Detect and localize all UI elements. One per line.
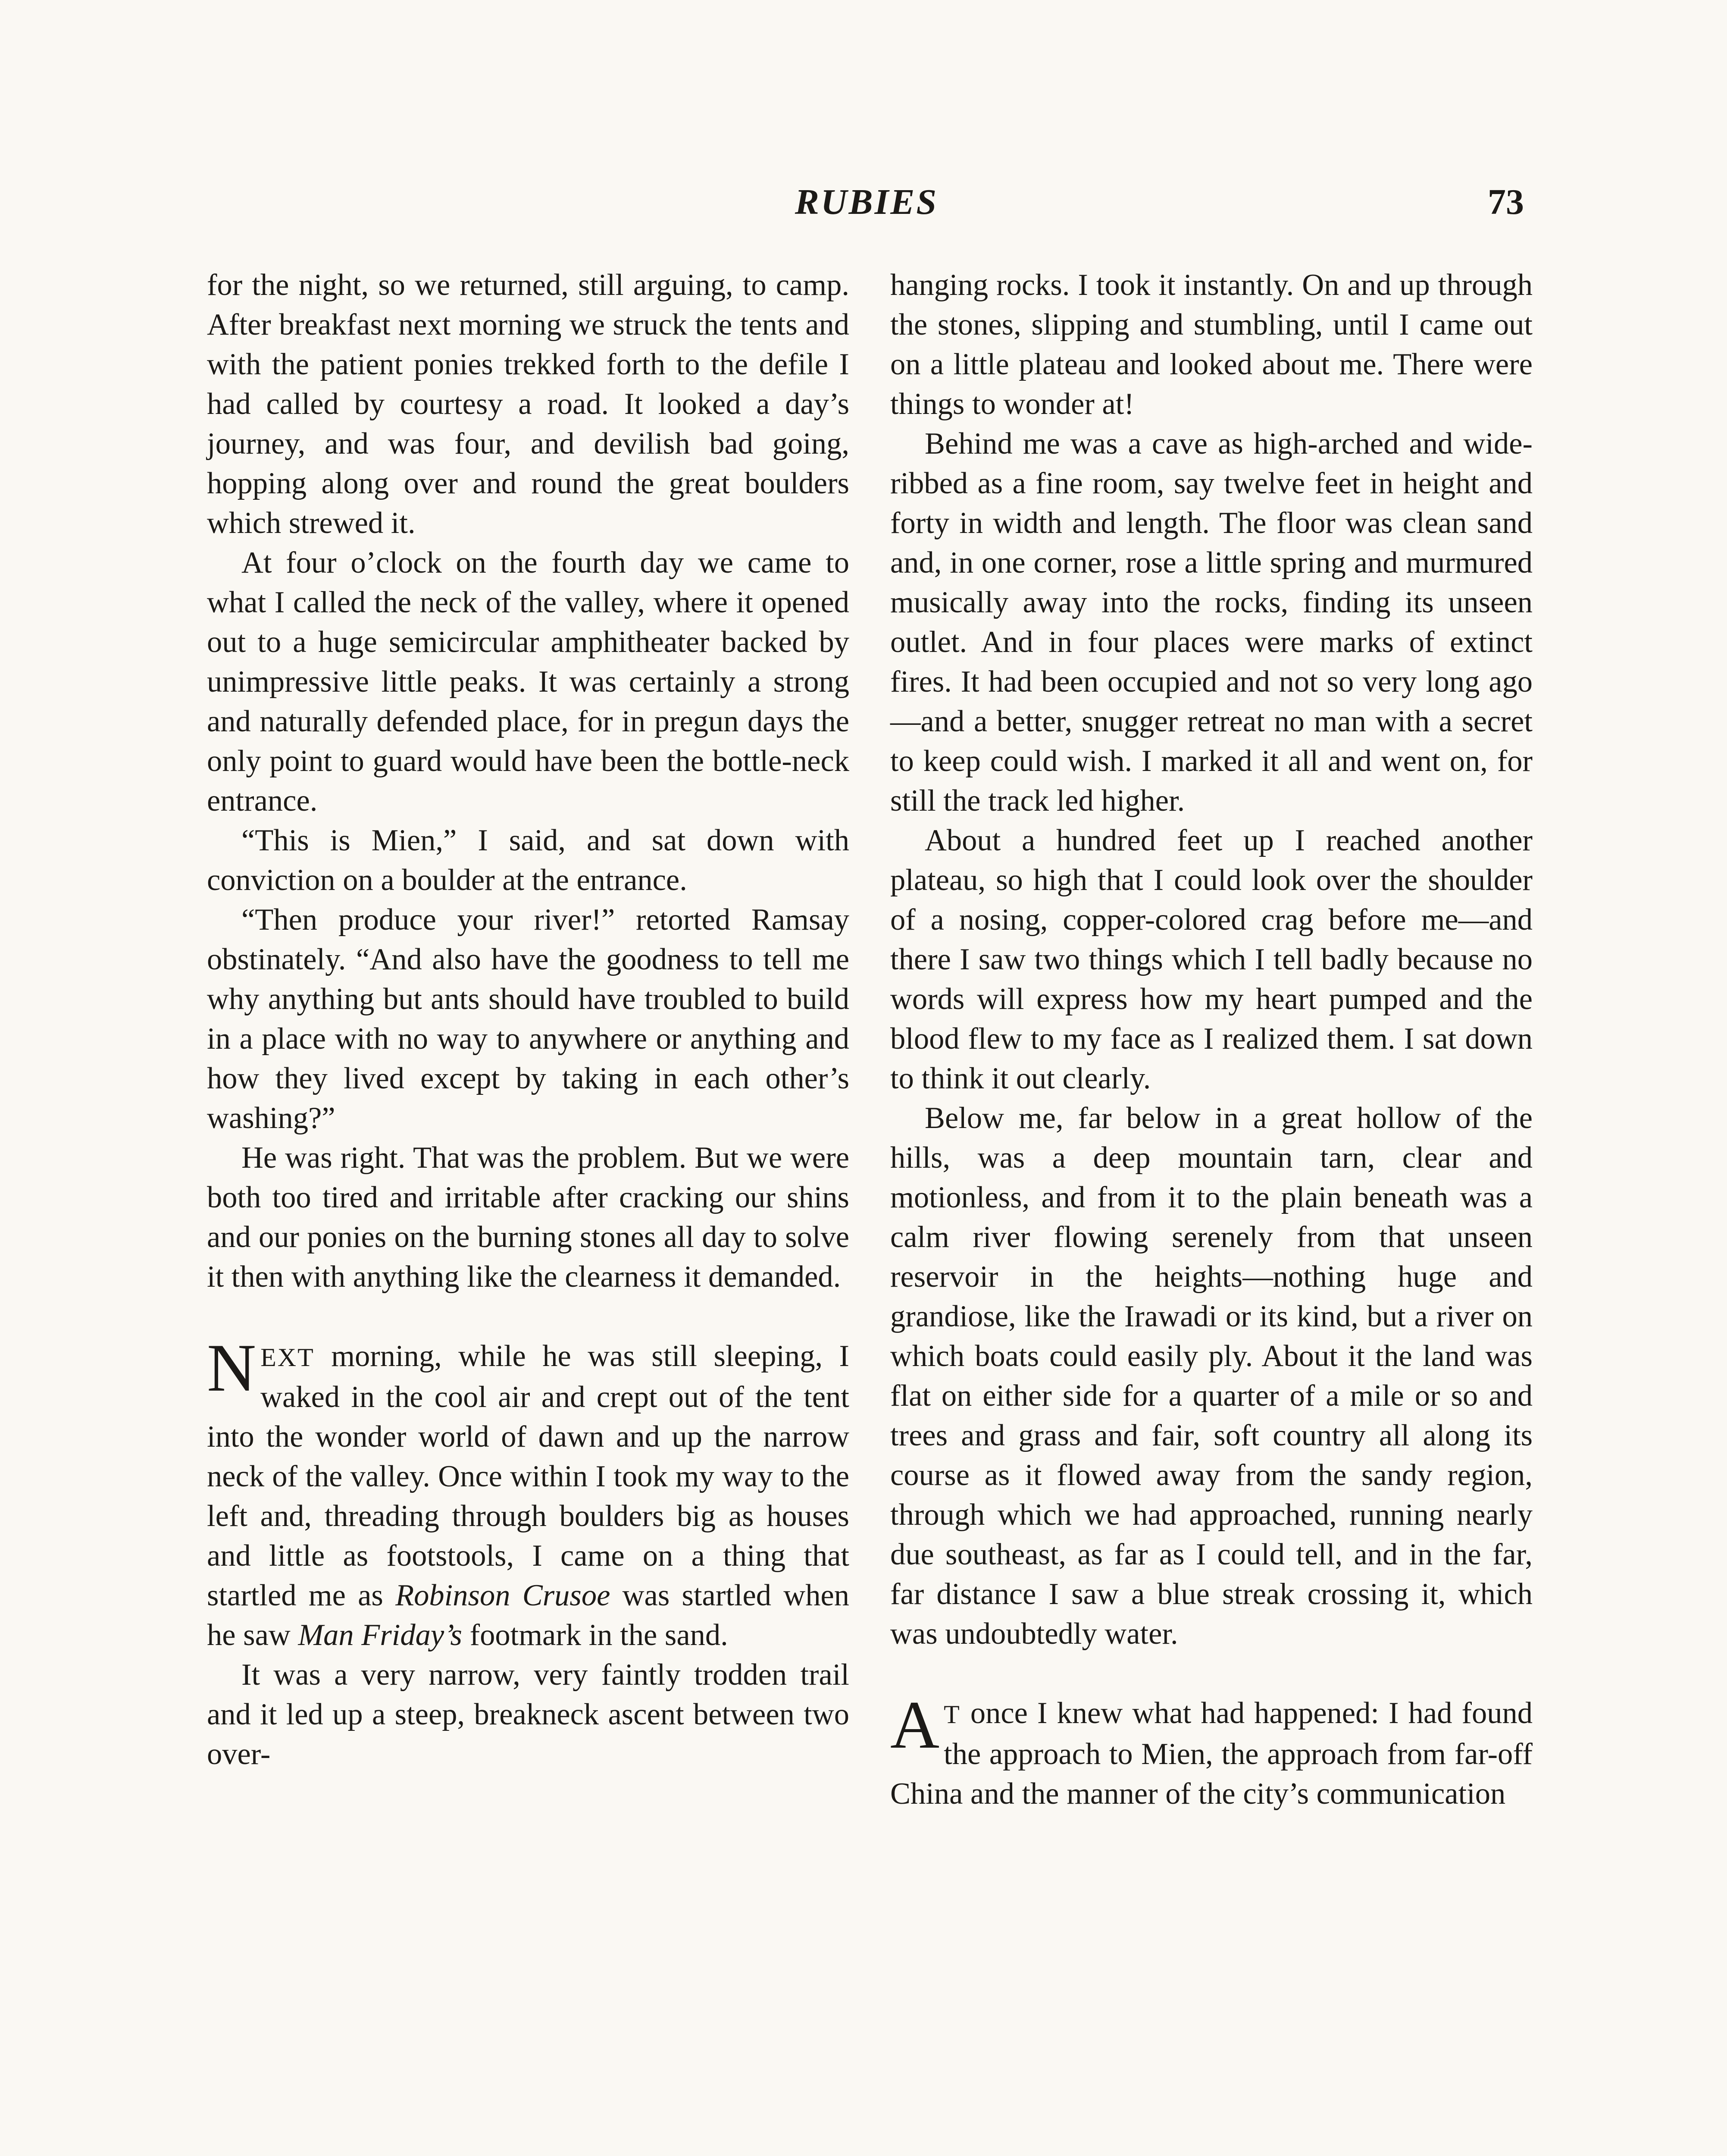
paragraph-text: morning, while he was still sleeping, I waked in the cool air and crept out of the tent into the wonder world of dawn and up the narrow neck of the valley. Once within I took my way to the left and, threading through boulders big as houses and little as footstools, I came on a thing that startled me as bbox=[207, 1339, 849, 1612]
paragraph: Below me, far below in a great hollow of the hills, was a deep mountain tarn, clear and motionless, and from it to the plain beneath was a calm river flowing serenely from that unseen reservoir in the heights—nothing huge and grandiose, like the Irawadi or its kind, but a river on which boats could easily ply. About it the land was flat on either side for a quarter of a mile or so and trees and grass and fair, soft country all along its course as it flowed away from the sandy region, through which we had approached, running nearly due southeast, as far as I could tell, and in the far, far distance I saw a blue streak crossing it, which was undoubtedly water. bbox=[890, 1101, 1533, 1651]
running-head bbox=[209, 181, 1524, 233]
paragraph: “This is Mien,” I said, and sat down with conviction on a boulder at the entrance. bbox=[207, 824, 849, 897]
running-title: RUBIES bbox=[795, 182, 939, 222]
section-paragraph bbox=[207, 1330, 849, 1655]
drop-cap: A bbox=[890, 1687, 940, 1763]
drop-cap: N bbox=[207, 1330, 257, 1406]
right-column bbox=[890, 265, 1533, 1814]
paragraph: It was a very narrow, very faintly trodden trail and it led up a steep, breakneck ascent between two over- bbox=[207, 1658, 849, 1771]
page-number: 73 bbox=[1488, 182, 1524, 222]
paragraph: About a hundred feet up I reached another plateau, so high that I could look over the shoulder of a nosing, copper-colored crag before me—and there I saw two things which I tell badly because no words will express how my heart pumped and the blood flew to my face as I realized them. I sat down to think it out clearly. bbox=[890, 824, 1533, 1095]
section-paragraph bbox=[890, 1687, 1533, 1814]
paragraph-text: once I knew what had happened: I had found the approach to Mien, the approach from far-off China and the manner of the city’s communication bbox=[890, 1696, 1533, 1811]
paragraph: He was right. That was the problem. But we were both too tired and irritable after cracking our shins and our ponies on the burning stones all day to solve it then with anything like the clearness it demanded. bbox=[207, 1141, 849, 1294]
paragraph: “Then produce your river!” retorted Ramsay obstinately. “And also have the goodness to tell me why anything but ants should have troubled to build in a place with no way to anywhere or anything and how they lived except by taking in each other’s washing?” bbox=[207, 903, 849, 1135]
paragraph: Behind me was a cave as high-arched and wide-ribbed as a fine room, say twelve feet in height and forty in width and length. The floor was clean sand and, in one corner, rose a little spring and murmured musically away into the rocks, finding its unseen outlet. And in four places were marks of extinct fires. It had been occupied and not so very long ago—and a better, snugger retreat no man with a secret to keep could wish. I marked it all and went on, for still the track led higher. bbox=[890, 427, 1533, 818]
paragraph: At four o’clock on the fourth day we came to what I called the neck of the valley, where it opened out to a huge semicircular amphitheater backed by unimpressive little peaks. It was certainly a strong and naturally defended place, for in pregun days the only point to guard would have been the bottle-neck entrance. bbox=[207, 546, 849, 818]
left-column bbox=[207, 265, 849, 1774]
small-caps-lead: EXT bbox=[260, 1343, 315, 1372]
paragraph: hanging rocks. I took it instantly. On and up through the stones, slipping and stumbling, until I came out on a little plateau and looked about me. There were things to wonder at! bbox=[890, 268, 1533, 421]
paragraph-text: was startled when he saw bbox=[207, 1579, 849, 1652]
italic-title: Robinson Crusoe bbox=[395, 1579, 610, 1612]
paragraph-text: footmark in the sand. bbox=[462, 1618, 728, 1652]
paragraph: for the night, so we returned, still arguing, to camp. After breakfast next morning we struck the tents and with the patient ponies trekked forth to the defile I had called by courtesy a road. It looked a day’s journey, and was four, and devilish bad going, hopping along over and round the great boulders which strewed it. bbox=[207, 268, 849, 540]
italic-title: Man Friday’s bbox=[298, 1618, 462, 1652]
small-caps-lead: T bbox=[944, 1700, 961, 1729]
